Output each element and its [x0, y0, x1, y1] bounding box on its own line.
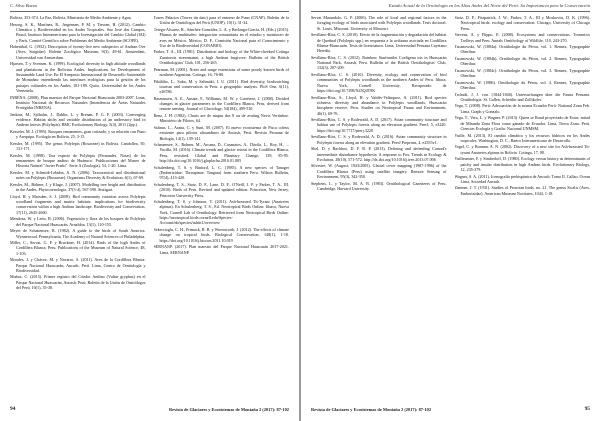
reference-entry: Kessler, M. (1998). Una especie de Polylepis (Fernandes, Notas) de los remanentes de bosque andino de Huánuco. Publicaciones del Museo de Historia Natural "Javier Prado". Serie A (Zoología), 54, 1-20. Lima. [10, 152, 146, 169]
reference-column [455, 15, 591, 395]
reference-entry: Ortega-Alvarez, R., Sánchez-González, L. A. y Berlanga-García, H. (Eds.) (2015). Plumas de multitudes: integración comunitaria en el estudio y monitoreo de aves en México. México, D. F., Comisión Nacional para el Conocimiento y Uso de la Biodiversidad (CONABIO). [153, 26, 289, 48]
reference-entry: INRENA. (2008). Plan maestro del Parque Nacional Huascarán 2003-2007. Lima, Instituto Nacional de Recursos Naturales (Intendencia de Áreas Naturales Protegidas INRENA). [10, 94, 146, 111]
reference-entry: Wagner, S. A. (2011). Iconografía prehispánica de Ancash. Tomo II. Callao, Ocean Lima, Sociedad Ancash. [454, 173, 590, 184]
reference-column [154, 15, 290, 395]
reference-entry: Muñoz, C. (2015). Primer registro del Cóndor Andino (Vultur gryphus) en el Parque Nacional Huascarán, Ancash, Perú. Boletín de la Unión de Ornitólogos del Perú, 10(1), 35-38. [10, 274, 146, 291]
page-footer [311, 406, 590, 414]
reference-entry: SERNANP. (2017). Plan maestro del Parque Nacional Huascarán 2017-2021. Lima, SERNANP. [153, 244, 289, 255]
reference-entry: Sevillano-Ríos, C. S. y Rodewald, A. D. (2016). Avian community structure in Polylepis forests along an elevation gradient. PeerJ Preprints, 4, e2555v1. [311, 134, 447, 145]
reference-entry: Bolivia, 353-374. La Paz, Bolivia, Ministerio de Medio Ambiente y Agua. [10, 15, 132, 20]
running-header [10, 3, 289, 12]
reference-entry: Shel, D. y Bachhoo, D. F. R. P. (2013). Defining and defending Conrad's intermediate disturbance hypothesis: A response to Fox. Trends in Ecology & Evolution, 28(10), 571-572. http://dx.doi.org/10.1016/j.tree.2013.07.006 [311, 146, 447, 162]
header-author: C. Silva Baeza [10, 3, 37, 8]
reference-entry: Parker, T. A., III. (1981). Distribution and biology of the White-cheeked Cotinga Zaratornis stresemanni, a high Andean frugivore. Bulletin of the British Ornithologists' Club, 101, 256-265. [153, 49, 289, 66]
reference-entry: Stevens, A. y Flippo, E. (2008). Ecosystems and conservations. Tronsetics Trolleys and Peru. Annals Ornithology of Wildlife, 110, 243-270. [454, 32, 590, 43]
reference-entry: Meyer de Schauensee, R. (1982). A guide to the birds of South America. Wynnewood, Pennsylvania, The Academy of Natural Sciences of Philadelphia. [10, 228, 146, 239]
reference-entry: Herzog, S. K., Martínez, R., Jørgensen, P. M. y Tiessen, H. (2012). Cambio Climático y Biodiversidad en los Andes Tropicales. Sao José dos Campos, Brasil, Instituto Interamericano para la Investigación del Cambio Global (IAI) y París, Comité Científico sobre Problemas del Medio Ambiente (SCOPE). [10, 21, 146, 43]
reference-entry: Vogel, C. y Bonnan, A. N. (2002). Discovery of a new site for Ash-breasted Tit-tyrant Anairetes alpinus in Bolivia. Cotinga, 17, 80. [454, 144, 590, 155]
reference-entry: Schauensee, S., Bohner, M., Arcana, D., Casanatos, A., Dávila, L., Roy, H., ... Yucilla, M. (2016). Climate trends and glacier retreat in the Cordillera Blanca, Peru, revisited. Global and Planetary Change, 139, 85-95. http://dx.doi.org/10.1016/j.gloplacha.2016.01.005 [153, 142, 289, 164]
reference-columns [10, 15, 289, 395]
reference-entry: Tacanowski, W. (1884c). Ornithologie du Pérou, vol. 3. Rennes, Typographie Oberthur. [454, 67, 590, 79]
reference-entry: Salinas, L., Arana, C. y Suni, M. (2007). El nuevo ecosistema de Pisca coleus existente para pilotos altoandinos de Ancash, Perú. Revista Peruana de Biología, 14(1), 139-141. [153, 124, 289, 141]
reference-column [10, 15, 146, 395]
reference-entry: Tacanowski, W. (1884a). Ornithologie du Pérou, vol. 1. Rennes, Typographie Oberthur. [454, 44, 590, 55]
reference-entry: Pearman, M. (2001). Notes and range extensions of some poorly known birds of northern Argentina. Cotinga, 16, 76-80. [153, 66, 289, 77]
left-page [0, 0, 299, 421]
reference-entry: Kessler, M. y Schmidt-Lebuhn, A. N. (2006). Taxonomical and distributional notes on Polylepis (Rosaceae). Organisms Diversity & Evolution, 6(1), 67-69. [10, 169, 146, 181]
reference-entry: Tacanowski, W. (1884b). Ornithologie du Pérou, vol. 2. Rennes, Typographie Oberthur. [454, 55, 590, 67]
reference-entry: Kessler, M., Böhner, J. y Kluge, J. (2007). Modelling tree height and distribution in the Andes. Phytocoenologia, 37(3-4), 567-590. Stuttgart. [10, 181, 146, 193]
header-title: Estado Actual de la Ornitología en los Altos Andes del Norte del Perú: Su Importancia para la Conservación [388, 3, 590, 8]
reference-entry: Kessler, M. (1995). The genus Polylepis (Rosaceae) in Bolivia. Candollea, 50, 131-171. [10, 140, 146, 152]
page-footer [10, 406, 289, 414]
reference-entry: Schulenberg, T. S. y Binford, L. C. (1985). A new species of Tanager (Emberizidae: Thraupinae, Tangara) from southern Peru. Wilson Bulletin, 97(4), 413-420. [153, 164, 289, 181]
reference-entry: Sevillano-Ríos, C. S. (2012). Rainbow Starfrontlet Coeligena iris in Huascarán National Park, Ancash, Peru. Bulletin of the British Ornithologists' Club, 132(3), 207-209. [311, 54, 447, 71]
reference-entry: Vuilleumier, F. y Simberloff, D. (1980). Ecology versus history as determinants of patchy and insular distribution in high Andean birds. Evolutionary Biology, 12, 235-379. [454, 156, 590, 172]
reference-entry: Torres Palacios (Torres tin dato) para el entorno de Puno (CNAP). Boletín de la Unión de Ornitólogos del Perú (UNOP), 10(1), 31-34. [153, 15, 289, 26]
reference-entry: Pikäläho, L., Suba, M. y Salimäki, I. U. (2011). Bird diversity, birdwatching tourism and conservation in Peru: a geographic analysis. PloS One, 6(11), e26786. [153, 78, 289, 95]
reference-entry: Rasmussen, A. E., Ansate, F., Williams, M. W. y Gutiérrez, J. (2008). Divided changes in glacier parameters in the Cordillera Blanca, Peru, derived from remote sensing. Journal of Glaciology, 54(184), 499-510. [153, 95, 289, 112]
reference-entry: Lloyd, H. y Marsden, S. J. (2008). Bird community variation across Polylepis woodland fragments and matrix habitats: implications for biodiversity conservation within a high Andean landscape. Biodiversity and Conservation, 17(11), 2645-2660. [10, 193, 146, 215]
page-number: 94 [10, 406, 16, 412]
reference-entry: Hohenthal, G. (1952). Description of twenty-five new subspecies of Andean Ove (Aves, Strigidae). Boletín Zoológico Museum, 9(3), 49-61. Amsterdam, Universidad van Amsterdam. [10, 44, 146, 60]
reference-entry: Silvestre, W. (August, 1943/2005). Glacial cover mapping (1987-1996) of the Cordillera Blanca (Peru) using satellite imagery. Remote Sensing of Environment, 95(3), 342-350. [311, 163, 447, 180]
reference-entry: Renz, J. H. (1982). Charts are de mapas dos 8 ou de avaiing Nevis Vertinhoe. Ministério de Pilotos, 64. [153, 112, 289, 124]
reference-column [311, 15, 447, 395]
reference-entry: Sevillano-Ríos, S., Lloyd, H. y Valdés-Velásquez, A. (2011). Bird species richness, diversity and abundance in Polylepis woodlands, Huascarán biosphere reserve, Peru. Studies on Neotropical Fauna and Environment, 46(1), 69-76. [311, 94, 447, 116]
reference-entry: Vega, T., Vera, L. y Wagner, P. (2013). Quien se Rural proyectado de Estos: mitad de Miranda Zona Flora como ganado de Ecuador. Lima, Tierra Zona: Perú, Ciencias Ecología y Grafía: Nacional UNMSM. [454, 115, 590, 132]
reference-entry: Schulenberg, T. S., Stotz, D. F., Lane, D. F., O'Neill, J. P. y Parker, T. A., III. (2010). Birds of Peru. Revised and updated edition. Princeton, New Jersey, Princeton University Press. [153, 181, 289, 198]
reference-entry: Tacanowski, W. (1886). Ornithologie du Pérou, vol. 4. Rennes, Typographie Oberthur. [454, 79, 590, 91]
reference-columns [311, 15, 590, 395]
reference-entry: Sevillano-Ríos, C. S. y Rodewald, A. D. (2017). Avian community structure and habitat use of Polylepis forests along an elevation gradient. PeerJ, 5, e3220. https://doi.org/10.7717/peerj.3220 [311, 117, 447, 133]
right-page [301, 0, 600, 421]
reference-entry: Miller, C., Servat, G. P. y Bruckner, H. (2014). Birds of the high Andes of Cordillera Blanca, Peru. Publications of the Museum of Natural Science, 48, 1-103. [10, 240, 146, 256]
reference-entry: Sevillano-Ríos, C. S. (2010). Efecto de la fragmentación y degradación del hábitat de Queñual (Polylepis spp.) en respuesta a la avifauna asociada en Cordillera Blanca-Huascarán. Tesis de licenciatura. Lima, Universidad Peruana Cayetano Heredia. [311, 32, 447, 54]
reference-entry: Vega, T. (2008). Perú: Adecuación de la norma Ecuador Perú: National Zona Feb. Lima, Graph y Gonzalo. [454, 103, 590, 114]
reference-entry: Sevillano-Ríos, C. S. (2016). Diversity, ecology and conservation of bird communities of Polylepis woodlands in the northern Andes of Peru. Ithaca, Nueva York, Cornell University. Recuperado de https://doi.org/10.7298/X45Q4T9K [311, 72, 447, 94]
journal-citation: Revista de Glaciares y Ecosistemas de Montaña 2 (2017): 87-102 [311, 406, 432, 412]
reference-entry: Mendoza, W. y León, B. (2006). Vegetación y flora de los bosques de Polylepis del Parque Nacional Huascarán. Arnaldoa, 13(1), 110-155. [10, 216, 146, 227]
reference-entry: Hjarsen, T. y Svensen, K. (1999). Ecological diversity in high altitude woodlands and plantations in the Bolivian Andes. Implications for Development of Sustainable Land Use. En El Simposio Internacional de Desarrollo Sustentable de Montañas: entendiendo las interfases ecológicas para la gestión de los paisajes culturales en los Andes, 181-189. Quito, Universidad de los Andes Venezuela. [10, 61, 146, 94]
reference-entry: Stotz, D. F., Fitzpatrick, J. W., Parker, T. A., III y Moskovits, D. K. (1996). Neotropical birds: ecology and conservation. Chicago, University of Chicago Press. [454, 15, 590, 31]
journal-citation: Revista de Glaciares y Ecosistemas de Montaña 2 (2017): 87-102 [168, 406, 289, 412]
page-number: 95 [584, 406, 590, 412]
reference-entry: Stephens, L. y Taylor, M. A. B. (1983). Ornithological Gazetteers of Peru. Cambridge, Harvard University. [311, 180, 447, 191]
reference-entry: Kesseler, M. J. (1995). Bosques remanentes, gran cotizado, y su relación con Puno y Arequipa. Ecología en Bolivia, 25, 3-15. [10, 129, 146, 140]
reference-entry: Servat Marandolo, G. P. (2006). The role of local and regional factors in the foraging ecology of birds associated with Polylepis woodlands. Tesis doctoral. St. Louis, Missouri, University of Missouri. [311, 15, 447, 31]
reference-entry: Zimmer, J. T. (1931). Studies of Peruvian birds, no. 21. The genus Sicalis (Aves, Emberizidae). American Museum Novitates, 1044, 1-18. [454, 185, 590, 196]
reference-entry: Jenkins, M., Sjöholm, J., Dahlin, L. y Brenan, P. G. F. (2003). Converging evidence. Habitat shifts and variable distribution of an understory bird in Andean forests (Polylepis). BMC Evolutionary Biology, 5(4), 2011 (2pp.). [10, 111, 146, 128]
reference-entry: Tschudi, J. J. von. (1844-1846). Untersuchungen über die Fauna Peruana. Ornithologie. St. Gallen, Scheitlin und Zollikofer. [454, 91, 590, 102]
reference-entry: Sekercioglu, C. H., Primack, R. B. y Wormworth, J. (2012). The effects of climate change on tropical birds. Biological Conservation, 148(1), 1-18. https://doi.org/10.1016/j.biocon.2011.10.019 [153, 226, 289, 243]
reference-entry: Schulenberg, T. S. y Johnson, T. (2011). Ash-breasted Tit-Tyrant (Anairetes alpinus). En Schulenberg, T. S., Ed. Neotropical Birds Online. Ithaca, Nueva York, Cornell Lab of Ornithology. Retrieved from Neotropical Birds Online: https://neotropical.birds.cornell.edu/Species-Account/nb/species/asbtit1/overview [153, 199, 289, 226]
running-header [311, 3, 590, 12]
reference-entry: Vuille, M. (2013). El cambio climático y los recursos hídricos en los Andes tropicales. Washington, D. C., Banco Interamericano de Desarrollo. [454, 132, 590, 143]
reference-entry: Morales, J. y Chávez, M. y Navarro, S. (2011). Aves de la Cordillera Blanca: Parque Nacional Huascarán, Ancash, Perú. Lima, Centro de Ornitología y Biodiversidad. [10, 257, 146, 273]
